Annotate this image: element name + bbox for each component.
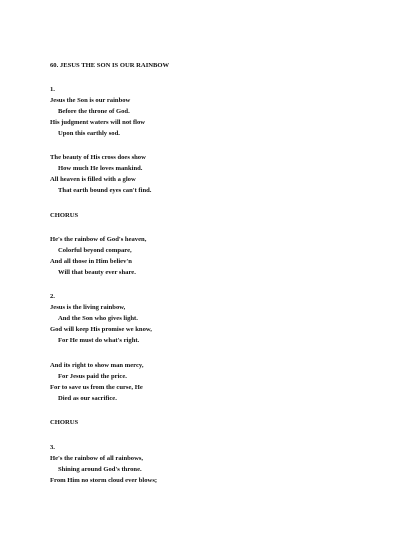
lyric-line: Colorful beyond compare,	[58, 247, 132, 254]
lyric-line: For Jesus paid the price.	[58, 373, 127, 380]
hymn-title: 60. JESUS THE SON IS OUR RAINBOW	[50, 62, 170, 69]
lyric-line: From Him no storm cloud ever blows;	[50, 477, 158, 484]
lyric-line: And all those in Him believ'n	[50, 258, 132, 265]
lyric-line: That earth bound eyes can't find.	[58, 187, 152, 194]
chorus-heading: CHORUS	[50, 419, 79, 426]
lyric-line: How much He loves mankind.	[58, 165, 143, 172]
lyric-line: For He must do what's right.	[58, 337, 140, 344]
lyric-line: Jesus is the living rainbow,	[50, 304, 126, 311]
lyric-line: He's the rainbow of all rainbows,	[50, 455, 144, 462]
lyric-line: Upon this earthly sod.	[58, 130, 120, 137]
lyric-line: Jesus the Son is our rainbow	[50, 97, 131, 104]
lyric-line: Before the throne of God.	[58, 108, 130, 115]
lyric-line: The beauty of His cross does show	[50, 154, 146, 161]
verse-3-number: 3.	[50, 444, 55, 451]
lyric-line: His judgment waters will not flow	[50, 119, 146, 126]
lyric-line: Shining around God's throne.	[58, 466, 142, 473]
lyric-line: Will that beauty ever share.	[58, 269, 136, 276]
lyric-line: All heaven is filled with a glow	[50, 176, 136, 183]
lyric-line: And the Son who gives light.	[58, 315, 138, 322]
lyric-line: He's the rainbow of God's heaven,	[50, 236, 147, 243]
verse-2-number: 2.	[50, 293, 55, 300]
lyric-line: For to save us from the curse, He	[50, 384, 143, 391]
lyric-line: And its right to show man mercy,	[50, 362, 144, 369]
chorus-heading: CHORUS	[50, 212, 79, 219]
lyric-line: Died as our sacrifice.	[58, 395, 117, 402]
lyric-line: God will keep His promise we know,	[50, 326, 152, 333]
verse-1-number: 1.	[50, 86, 55, 93]
